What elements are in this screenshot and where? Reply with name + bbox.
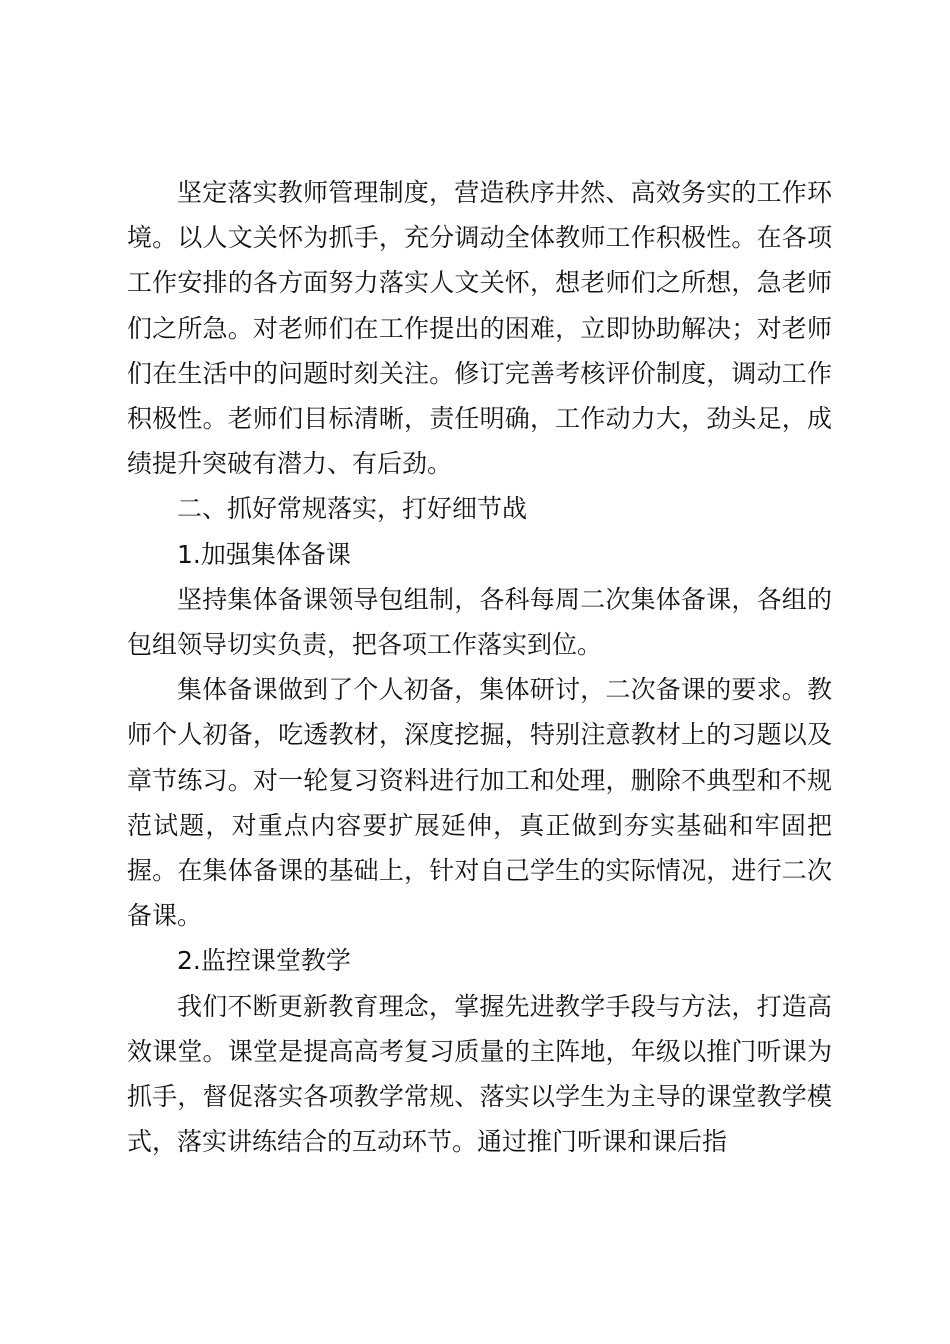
paragraph-classroom-monitoring: 我们不断更新教育理念，掌握先进教学手段与方法，打造高效课堂。课堂是提高高考复习质量的主阵地，年级以推门听课为抓手，督促落实各项教学常规、落实以学生为主导的课堂教学模式，落实讲练结合的互动环节。通过推门听课和课后指: [127, 991, 832, 1157]
section-heading-routine: 二、抓好常规落实，打好细节战: [177, 494, 528, 524]
paragraph-lesson-prep-leadership: 坚持集体备课领导包组制，各科每周二次集体备课，各组的包组领导切实负责，把各项工作落实到位。: [127, 584, 832, 660]
document-body: [127, 170, 832, 1164]
subheading-collective-lesson-prep: 1.加强集体备课: [177, 539, 351, 569]
subheading-classroom-monitoring: 2.监控课堂教学: [177, 946, 351, 976]
paragraph-lesson-prep-requirements: 集体备课做到了个人初备，集体研讨，二次备课的要求。教师个人初备，吃透教材，深度挖掘，特别注意教材上的习题以及章节练习。对一轮复习资料进行加工和处理，删除不典型和不规范试题，对重点内容要扩展延伸，真正做到夯实基础和牢固把握。在集体备课的基础上，针对自己学生的实际情况，进行二次备课。: [127, 675, 832, 931]
paragraph-teacher-management: 坚定落实教师管理制度，营造秩序井然、高效务实的工作环境。以人文关怀为抓手，充分调动全体教师工作积极性。在各项工作安排的各方面努力落实人文关怀，想老师们之所想，急老师们之所急。对老师们在工作提出的困难，立即协助解决；对老师们在生活中的问题时刻关注。修订完善考核评价制度，调动工作积极性。老师们目标清晰，责任明确，工作动力大，劲头足，成绩提升突破有潜力、有后劲。: [127, 178, 832, 479]
